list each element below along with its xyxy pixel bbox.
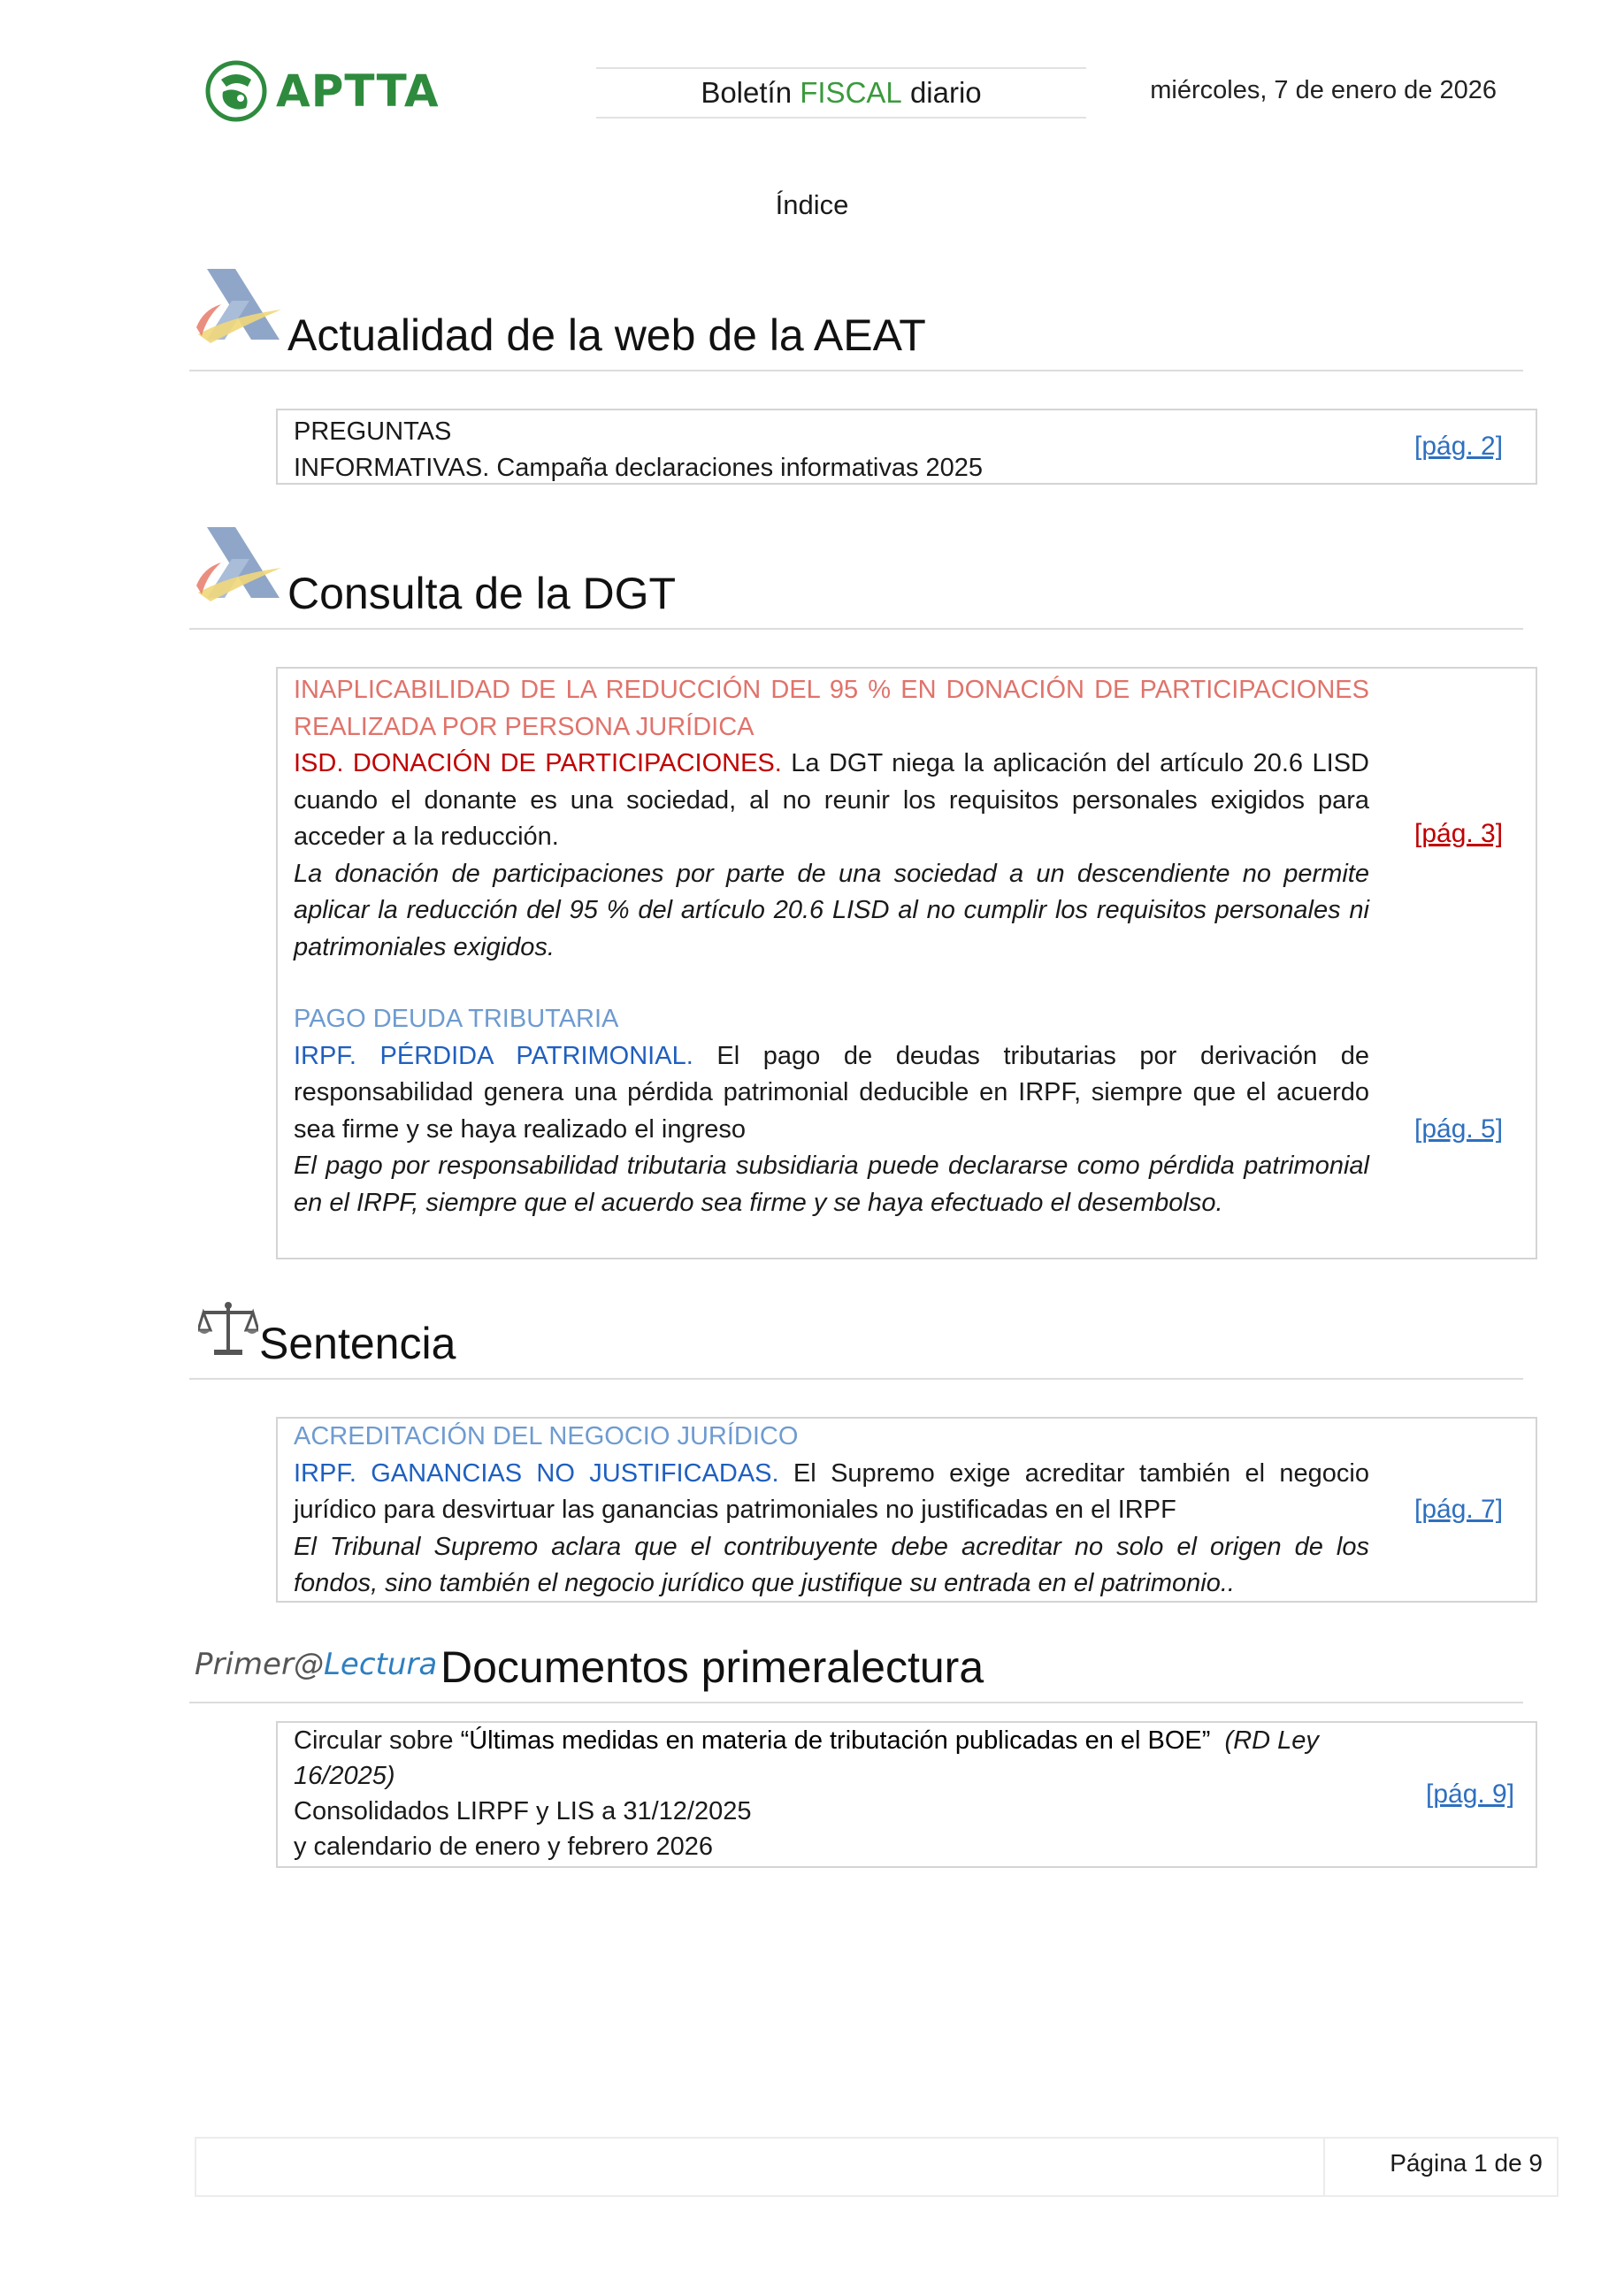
entry-reference: (RD Ley 16/2025): [294, 1726, 1319, 1790]
section-divider: [189, 1378, 1523, 1380]
page-link-3[interactable]: [pág. 3]: [1414, 819, 1504, 848]
entry-text-1: [294, 672, 1369, 966]
index-title: Índice: [775, 189, 849, 220]
bulletin-prefix: Boletín: [701, 76, 801, 109]
index-entry-dgt: [276, 667, 1537, 1259]
entry-text-2: [294, 1001, 1369, 1221]
entry-description: El pago de deudas tributarias por derivación de responsabilidad genera una pérdida patrimonial deducible en IRPF, siempre que el acuerdo sea firme y se haya realizado el ingreso: [294, 1041, 1369, 1144]
page-link-7[interactable]: [pág. 7]: [1414, 1495, 1504, 1524]
dgt-logo-icon: [195, 524, 287, 608]
section-divider: [189, 628, 1523, 630]
entry-line-calendario: y calendario de enero y febrero 2026: [294, 1833, 713, 1861]
bulletin-highlight: FISCAL: [800, 76, 902, 109]
page-link-5[interactable]: [pág. 5]: [1414, 1114, 1504, 1144]
footer-divider: [195, 2137, 196, 2195]
entry-prefix: Circular sobre: [294, 1726, 461, 1755]
entry-text: [294, 1419, 1369, 1603]
section-title-sentencia: Sentencia: [259, 1319, 456, 1368]
entry-lead: IRPF. GANANCIAS NO JUSTIFICADAS.: [294, 1458, 779, 1488]
entry-line-consolidados: Consolidados LIRPF y LIS a 31/12/2025: [294, 1797, 752, 1825]
logo-text: APTTA: [276, 65, 440, 117]
scales-of-justice-icon: [198, 1300, 258, 1358]
primeralectura-logo-left: Primer@: [195, 1647, 324, 1682]
footer-divider: [1323, 2137, 1325, 2195]
entry-lead: INFORMATIVAS.: [294, 454, 490, 482]
entry-heading: ACREDITACIÓN DEL NEGOCIO JURÍDICO: [294, 1422, 799, 1450]
bulletin-date: miércoles, 7 de enero de 2026: [1150, 76, 1497, 104]
entry-description: Campaña declaraciones informativas 2025: [489, 454, 984, 482]
entry-lead-line: PREGUNTAS: [294, 417, 452, 446]
bulletin-suffix: diario: [901, 76, 982, 109]
footer-divider: [1557, 2137, 1559, 2195]
entry-description: La DGT niega la aplicación del artículo 20.6 LISD cuando el donante es una sociedad, al no reunir los requisitos personales exigidos para acceder a la reducción.: [294, 749, 1369, 851]
entry-description: El Supremo exige acreditar también el negocio jurídico para desvirtuar las ganancias patrimoniales no justificadas en el IRPF: [294, 1458, 1369, 1524]
entry-lead: ISD. DONACIÓN DE PARTICIPACIONES.: [294, 749, 782, 777]
index-entry-primeralectura: [276, 1721, 1537, 1868]
entry-heading: PAGO DEUDA TRIBUTARIA: [294, 1005, 619, 1033]
index-entry-aeat: [276, 409, 1537, 485]
section-divider: [189, 370, 1523, 371]
page-number: Página 1 de 9: [1390, 2149, 1543, 2177]
index-entry-sentencia: [276, 1417, 1537, 1603]
primeralectura-logo-right: Lectura: [323, 1647, 438, 1682]
section-title-dgt: Consulta de la DGT: [287, 569, 677, 618]
entry-text: [294, 1723, 1408, 1864]
aptta-logo: [205, 58, 462, 124]
page-link-2[interactable]: [pág. 2]: [1414, 432, 1504, 461]
entry-summary: El pago por responsabilidad tributaria subsidiaria puede declararse como pérdida patrimonial en el IRPF, siempre que el acuerdo sea firme y se haya efectuado el desembolso.: [294, 1152, 1369, 1217]
aeat-logo-icon: [195, 265, 287, 350]
section-title-aeat: Actualidad de la web de la AEAT: [287, 310, 926, 360]
bulletin-title: [596, 67, 1086, 119]
entry-text: [294, 414, 1369, 486]
entry-quote: “Últimas medidas en materia de tributación publicadas en el BOE”: [460, 1726, 1211, 1755]
aptta-emblem-icon: [205, 60, 267, 122]
section-title-primeralectura: Documentos primeralectura: [440, 1642, 984, 1692]
entry-summary: La donación de participaciones por parte de una sociedad a un descendiente no permite aplicar la reducción del 95 % del artículo 20.6 LISD al no cumplir los requisitos personales ni patrimoniales exigidos.: [294, 859, 1369, 961]
primeralectura-logo: [195, 1647, 437, 1682]
entry-heading: INAPLICABILIDAD DE LA REDUCCIÓN DEL 95 % EN DONACIÓN DE PARTICIPACIONES REALIZADA POR PERSONA JURÍDICA: [294, 676, 1369, 741]
section-divider: [189, 1702, 1523, 1703]
entry-lead: IRPF. PÉRDIDA PATRIMONIAL.: [294, 1041, 693, 1070]
entry-summary: El Tribunal Supremo aclara que el contribuyente debe acreditar no solo el origen de los fondos, sino también el negocio jurídico que justifique su entrada en el patrimonio..: [294, 1532, 1369, 1597]
page-link-9[interactable]: [pág. 9]: [1426, 1779, 1515, 1809]
